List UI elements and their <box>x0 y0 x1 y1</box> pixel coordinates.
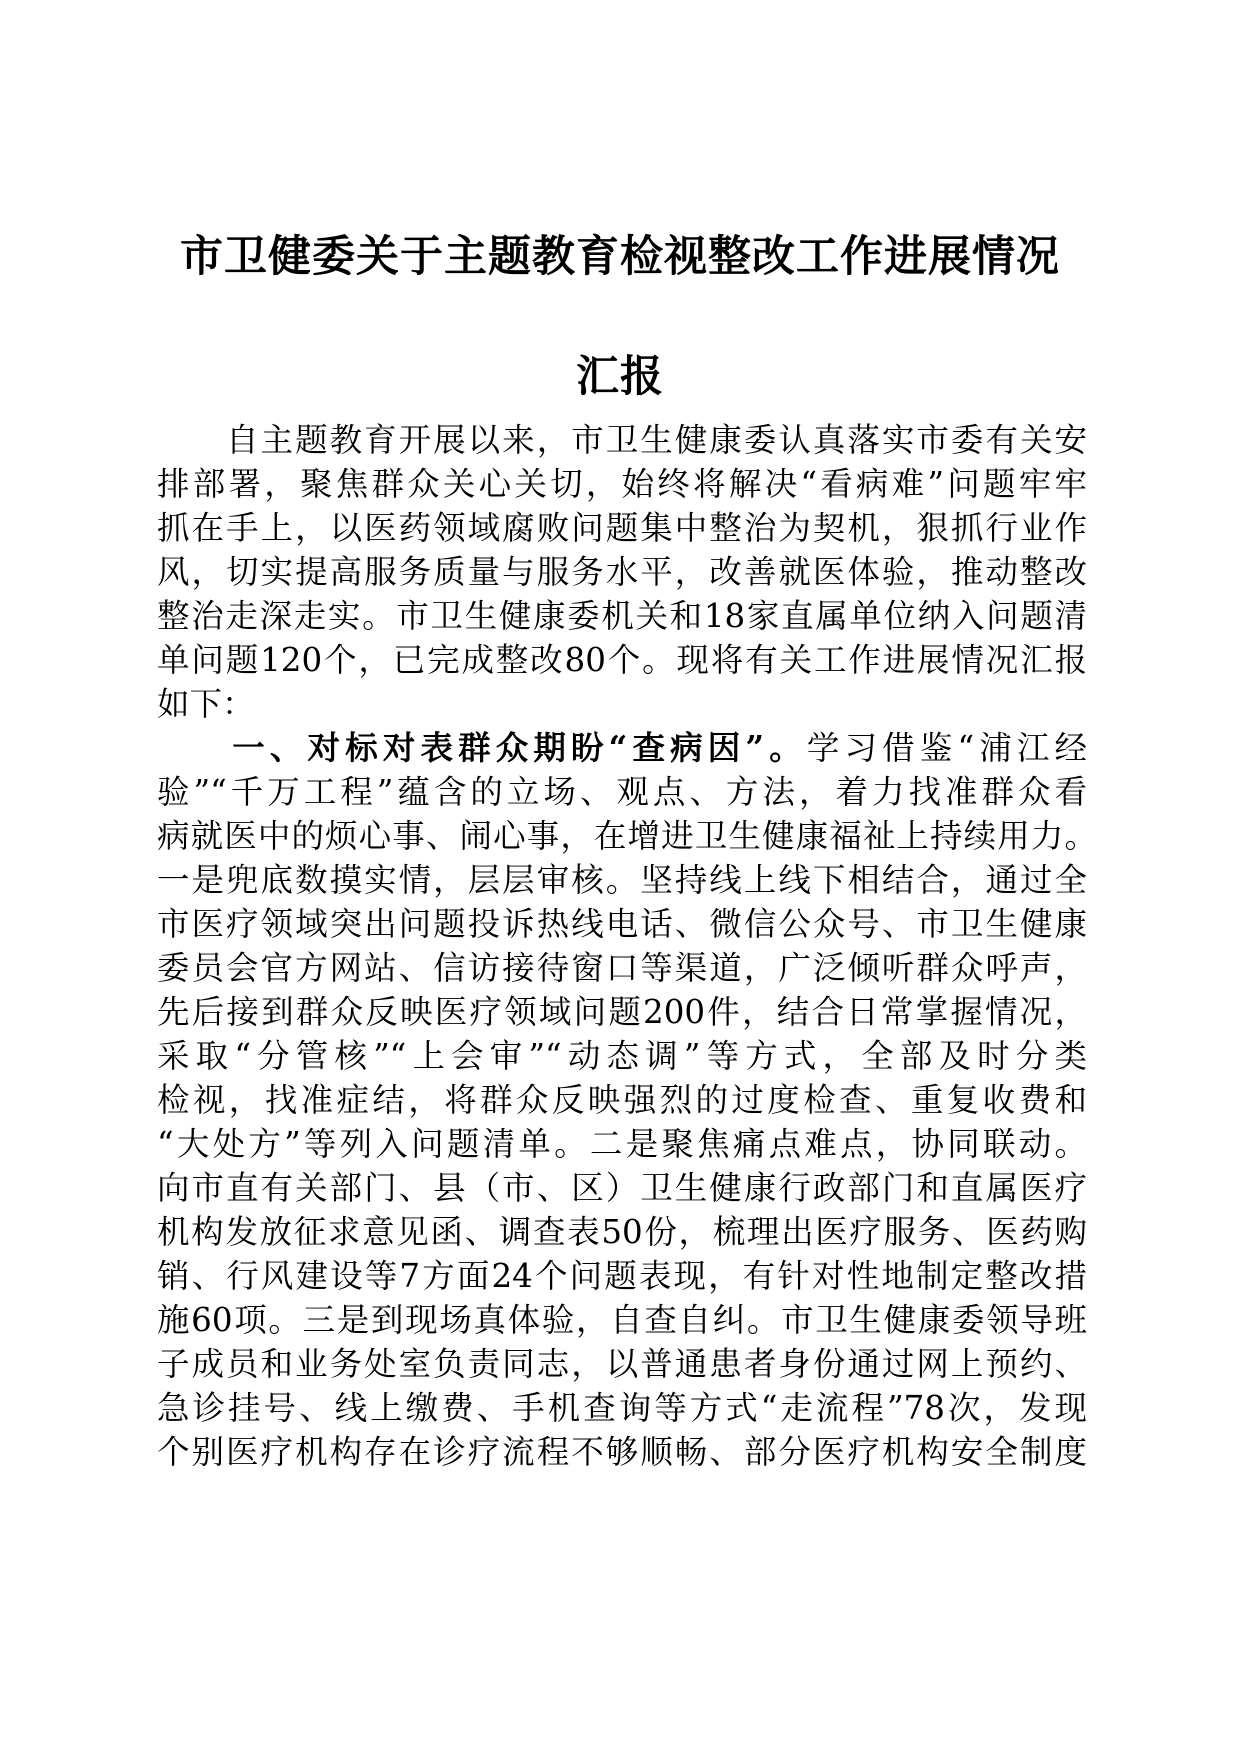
section1-first-line <box>157 728 1087 768</box>
intro-line-5: 整治走深走实。市卫生健康委机关和18家直属单位纳入问题清 <box>157 597 1087 635</box>
section1-line-8: 采取“分管核”“上会审”“动态调”等方式，全部及时分类 <box>157 1037 1087 1075</box>
document-title-line-1: 市卫健委关于主题教育检视整改工作进展情况 <box>180 232 1060 282</box>
intro-line-6: 单问题120个，已完成整改80个。现将有关工作进展情况汇报 <box>157 641 1087 679</box>
intro-line-2: 排部署，聚焦群众关心关切，始终将解决“看病难”问题牢牢 <box>157 465 1087 503</box>
section1-line-10: “大处方”等列入问题清单。二是聚焦痛点难点，协同联动。 <box>157 1125 1087 1163</box>
section1-line-15: 子成员和业务处室负责同志，以普通患者身份通过网上预约、 <box>157 1345 1087 1383</box>
section1-line-2: 验”“千万工程”蕴含的立场、观点、方法，着力找准群众看 <box>157 773 1087 811</box>
section1-line-13: 销、行风建设等7方面24个问题表现，有针对性地制定整改措 <box>157 1257 1087 1295</box>
intro-line-7: 如下： <box>157 685 255 723</box>
section1-line-17: 个别医疗机构存在诊疗流程不够顺畅、部分医疗机构安全制度 <box>157 1433 1087 1471</box>
intro-line-1: 自主题教育开展以来，市卫生健康委认真落实市委有关安 <box>157 421 1087 459</box>
section1-line-9: 检视，找准症结，将群众反映强烈的过度检查、重复收费和 <box>157 1081 1087 1119</box>
section1-line-6: 委员会官方网站、信访接待窗口等渠道，广泛倾听群众呼声， <box>157 949 1087 987</box>
section1-line-7: 先后接到群众反映医疗领域问题200件，结合日常掌握情况， <box>157 993 1087 1031</box>
section1-heading: 一、对标对表群众期盼“查病因”。 <box>157 728 807 767</box>
intro-line-4: 风，切实提高服务质量与服务水平，改善就医体验，推动整改 <box>157 553 1087 591</box>
section1-line-12: 机构发放征求意见函、调查表50份，梳理出医疗服务、医药购 <box>157 1213 1087 1251</box>
section1-line-4: 一是兜底数摸实情，层层审核。坚持线上线下相结合，通过全 <box>157 861 1087 899</box>
section1-line-14: 施60项。三是到现场真体验，自查自纠。市卫生健康委领导班 <box>157 1301 1087 1339</box>
document-title-line-2: 汇报 <box>576 352 664 402</box>
section1-line-11: 向市直有关部门、县（市、区）卫生健康行政部门和直属医疗 <box>157 1169 1087 1207</box>
intro-line-3: 抓在手上，以医药领域腐败问题集中整治为契机，狠抓行业作 <box>157 509 1087 547</box>
section1-line-5: 市医疗领域突出问题投诉热线电话、微信公众号、市卫生健康 <box>157 905 1087 943</box>
section1-line-16: 急诊挂号、线上缴费、手机查询等方式“走流程”78次，发现 <box>157 1389 1087 1427</box>
section1-line-3: 病就医中的烦心事、闹心事，在增进卫生健康福祉上持续用力。 <box>157 817 1097 855</box>
section1-first-line-rest: 学习借鉴“浦江经 <box>806 729 1087 767</box>
